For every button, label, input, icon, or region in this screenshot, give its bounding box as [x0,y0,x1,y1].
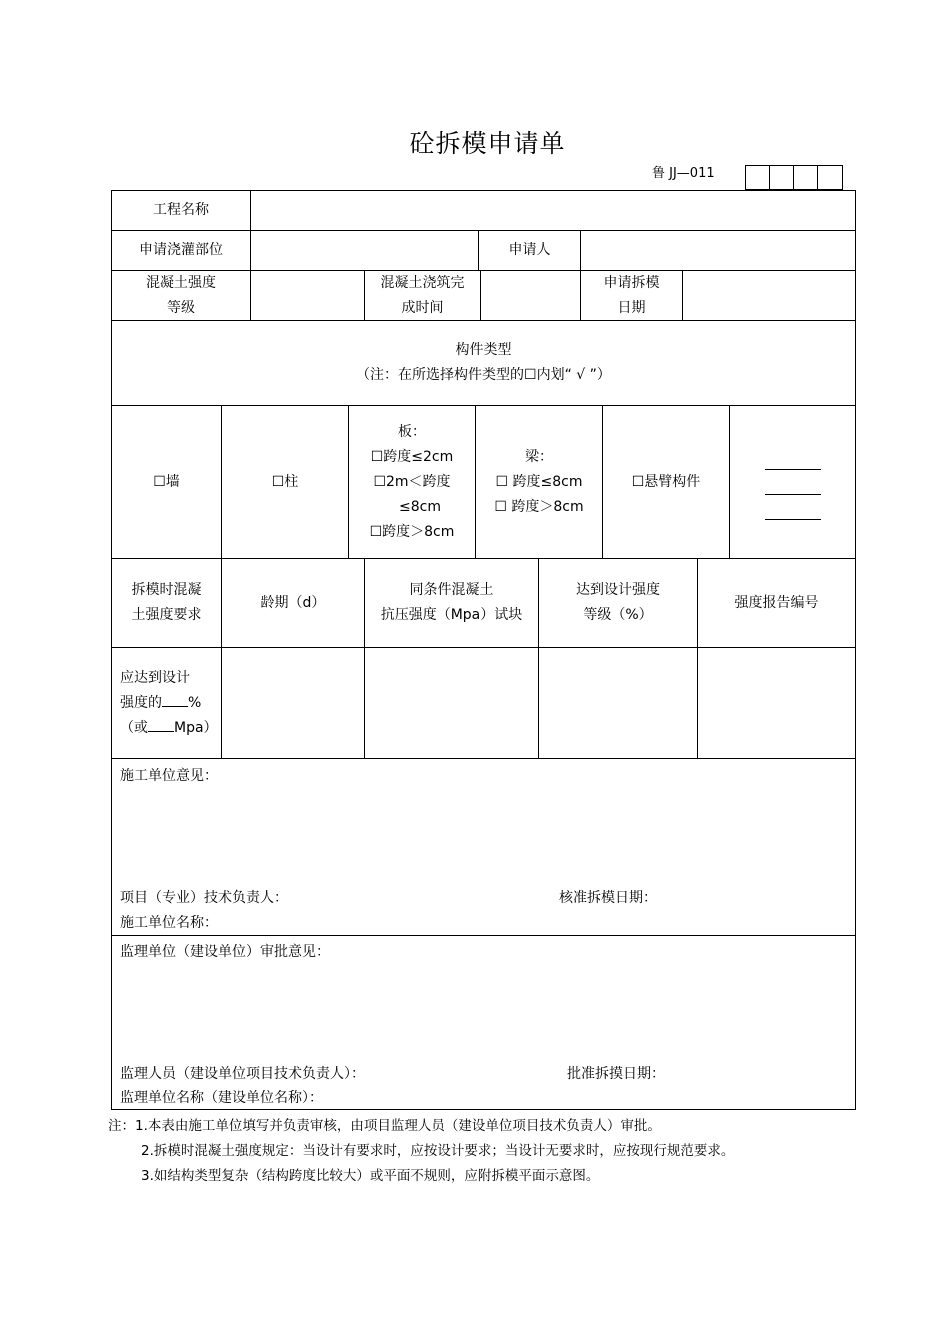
slab-option-2b: ≤8cm [399,498,441,515]
cube-l2: 抗压强度（Mpa）试块 [380,607,523,623]
contractor-section [111,758,856,935]
supervisor-approve-date-label: 批准拆摸日期： [567,1066,665,1082]
contractor-unit-name-label: 施工单位名称： [120,915,218,931]
project-name-field[interactable] [250,191,855,230]
slab-option-2a[interactable]: ☐2m＜跨度 [373,473,451,490]
footnotes [108,1114,734,1189]
code-box[interactable] [769,165,793,190]
beam-option-2[interactable]: ☐ 跨度＞8cm [494,498,584,515]
other-blank-2[interactable] [765,470,821,495]
supervisor-person-label: 监理人员（建设单位项目技术负责人）： [120,1066,365,1082]
note-1: 注：1.本表由施工单位填写并负责审核，由项目监理人员（建设单位项目技术负责人）审批。 [108,1118,661,1134]
age-field[interactable] [221,648,364,758]
contractor-tech-lead-label: 项目（专业）技术负责人： [120,890,288,906]
pour-location-field[interactable] [250,231,478,270]
supervisor-section [111,935,856,1109]
apply-date-label [580,271,682,320]
grade-label [112,271,250,320]
finish-time-label [364,271,480,320]
required-l1: 应达到设计 [120,669,190,686]
report-number-field[interactable] [697,648,855,758]
member-type-header [112,321,855,405]
report-number-label: 强度报告编号 [697,559,855,647]
row-member-type [111,320,856,405]
option-other[interactable] [729,406,855,558]
row-grade [111,270,856,320]
grade-label-l1: 混凝土强度 [146,274,216,291]
req-l2: 土强度要求 [131,607,202,623]
required-l3: （或 Mpa） [120,719,218,736]
strength-requirement-label [112,559,221,647]
row-strength-values [111,647,856,758]
note-3: 3.如结构类型复杂（结构跨度比较大）或平面不规则，应附拆模平面示意图。 [141,1168,600,1184]
option-beam[interactable] [475,406,602,558]
reach-strength-label [538,559,697,647]
contractor-approve-date-label: 核准拆模日期： [559,890,657,906]
slab-option-1[interactable]: ☐跨度≤2cm [370,448,454,465]
pour-location-label: 申请浇灌部位 [139,242,223,258]
grade-label-l2: 等级 [167,299,195,316]
table-bottom-border [111,1109,856,1110]
cube-strength-field[interactable] [364,648,538,758]
date-label-l1: 申请拆模 [603,274,660,291]
option-slab[interactable] [348,406,475,558]
reach-l2: 等级（%） [583,607,653,623]
other-blank-3[interactable] [765,495,821,520]
form-title: 砼拆模申请单 [409,129,566,158]
row-pour [111,230,856,270]
member-type-title: 构件类型 [455,342,512,358]
applicant-field[interactable] [580,231,855,270]
beam-title: 梁： [525,448,553,465]
contractor-opinion-label: 施工单位意见： [120,768,218,784]
req-l1: 拆模时混凝 [131,582,202,598]
required-l2: 强度的 % [120,694,202,711]
grade-field[interactable] [250,271,364,320]
row-member-options [111,405,856,558]
beam-option-1[interactable]: ☐ 跨度≤8cm [495,473,583,490]
option-column[interactable]: ☐柱 [221,406,348,558]
option-cantilever[interactable]: ☐悬臂构件 [602,406,729,558]
mpa-blank[interactable] [148,731,174,732]
project-name-label: 工程名称 [153,202,209,218]
slab-title: 板： [398,423,426,440]
supervisor-unit-name-label: 监理单位名称（建设单位名称）： [120,1090,323,1106]
percent-blank[interactable] [162,706,188,707]
finish-label-l1: 混凝土浇筑完 [380,274,465,291]
slab-option-3[interactable]: ☐跨度＞8cm [369,523,455,540]
supervisor-opinion-label: 监理单位（建设单位）审批意见： [120,944,330,960]
code-box[interactable] [745,165,769,190]
reach-strength-field[interactable] [538,648,697,758]
required-strength-cell [112,648,221,758]
finish-label-l2: 成时间 [401,299,444,316]
finish-time-field[interactable] [480,271,580,320]
other-blank-1[interactable] [765,445,821,470]
date-label-l2: 日期 [617,299,646,316]
row-project [111,190,856,230]
member-type-note: （注：在所选择构件类型的☐内划“ √ ”） [356,367,611,383]
cube-l1: 同条件混凝土 [409,582,494,598]
form-code: 鲁 JJ—011 [652,166,715,181]
row-strength-header [111,558,856,647]
age-label: 龄期（d） [221,559,364,647]
option-wall[interactable]: ☐墙 [153,473,180,490]
cube-strength-label [364,559,538,647]
apply-date-field[interactable] [682,271,855,320]
code-box[interactable] [793,165,817,190]
code-box[interactable] [817,165,843,190]
code-boxes [745,165,843,190]
note-2: 2.拆模时混凝土强度规定：当设计有要求时，应按设计要求；当设计无要求时，应按现行规范要求。 [141,1143,735,1159]
reach-l1: 达到设计强度 [576,582,660,598]
applicant-label: 申请人 [478,231,580,270]
